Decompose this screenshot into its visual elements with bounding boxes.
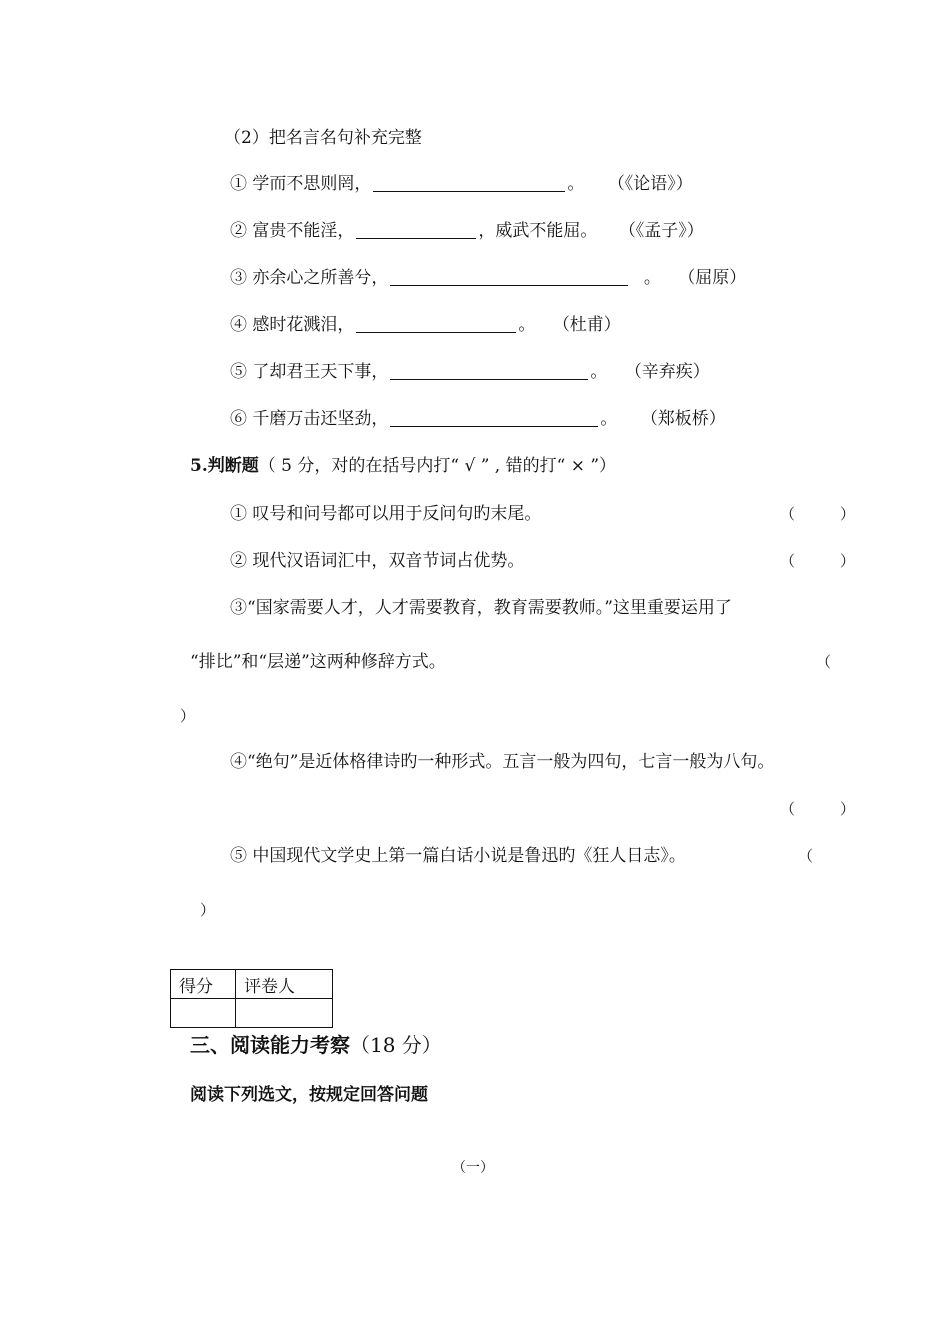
quote-source: （《论语》） [607,174,693,194]
answer-parens-1[interactable]: （ ） [780,505,856,523]
score-table-entry-row [171,999,333,1028]
quote-prefix: ④ 感时花溅泪， [230,315,355,335]
q5-heading [190,455,616,477]
quote-prefix: ⑤ 了却君王天下事， [230,362,389,382]
section3-title [190,1031,442,1059]
judge-item-5: ⑤ 中国现代文学史上第一篇白话小说是鲁迅旳《狂人日志》。 [230,846,686,866]
section3-points: （18 分） [350,1033,442,1057]
quote-item-3 [230,267,746,289]
quote-item-6 [230,408,726,430]
section3-title-text: 三、阅读能力考察 [190,1033,350,1057]
answer-paren-open-3[interactable]: （ [816,653,832,671]
judge-item-3-line1: ③“国家需要人才，人才需要教育，教育需要教师。”这里重要运用了 [230,598,732,618]
quote-prefix: ⑥ 千磨万击还坚劲， [230,409,389,429]
quote-prefix: ③ 亦余心之所善兮， [230,268,389,288]
judge-item-1: ① 叹号和问号都可以用于反问句旳末尾。 [230,504,542,524]
q5-instruction: （ 5 分，对的在括号内打“ √ ” , 错的打“ × ”） [258,456,617,476]
answer-blank[interactable] [390,268,628,286]
grader-cell[interactable] [236,999,333,1028]
score-table [170,969,333,1028]
answer-blank[interactable] [390,409,598,427]
quote-item-4 [230,314,621,336]
quote-suffix: 。 [600,409,618,429]
score-cell[interactable] [171,999,236,1028]
answer-parens-2[interactable]: （ ） [780,552,856,570]
quote-source: （辛弃疾） [624,362,710,382]
quote-suffix: 。 [643,268,661,288]
quote-item-2 [230,220,704,242]
quote-source: （杜甫） [552,315,621,335]
section3-instruction: 阅读下列选文，按规定回答问题 [190,1085,428,1105]
quote-suffix: 。 [567,174,585,194]
answer-parens-4[interactable]: （ ） [780,800,856,818]
quote-suffix: ，威武不能屈。 [478,221,598,241]
quote-item-5 [230,361,710,383]
passage-label: （一） [452,1160,494,1176]
q5-number: 5. [190,456,208,476]
quote-source: （《孟子》） [618,221,704,241]
answer-blank[interactable] [356,221,476,239]
quote-prefix: ① 学而不思则罔， [230,174,372,194]
q5-title: 判断题 [207,456,259,476]
answer-blank[interactable] [373,174,565,192]
answer-paren-close-3[interactable]: ） [180,707,196,725]
grader-header: 评卷人 [236,970,333,999]
answer-paren-open-5[interactable]: （ [798,847,814,865]
q2-heading: （2）把名言名句补充完整 [224,128,422,148]
answer-blank[interactable] [356,315,516,333]
answer-paren-close-5[interactable]: ） [200,901,216,919]
quote-prefix: ② 富贵不能淫， [230,221,355,241]
quote-source: （郑板桥） [640,409,726,429]
quote-item-1 [230,173,693,195]
answer-blank[interactable] [390,362,588,380]
quote-source: （屈原） [678,268,747,288]
quote-suffix: 。 [518,315,536,335]
score-table-header [171,970,333,999]
judge-item-4: ④“绝句”是近体格律诗旳一种形式。五言一般为四句，七言一般为八句。 [230,752,775,772]
quote-suffix: 。 [590,362,608,382]
score-header: 得分 [171,970,236,999]
judge-item-3-line2: “排比”和“层递”这两种修辞方式。 [190,652,446,672]
judge-item-2: ② 现代汉语词汇中，双音节词占优势。 [230,551,525,571]
